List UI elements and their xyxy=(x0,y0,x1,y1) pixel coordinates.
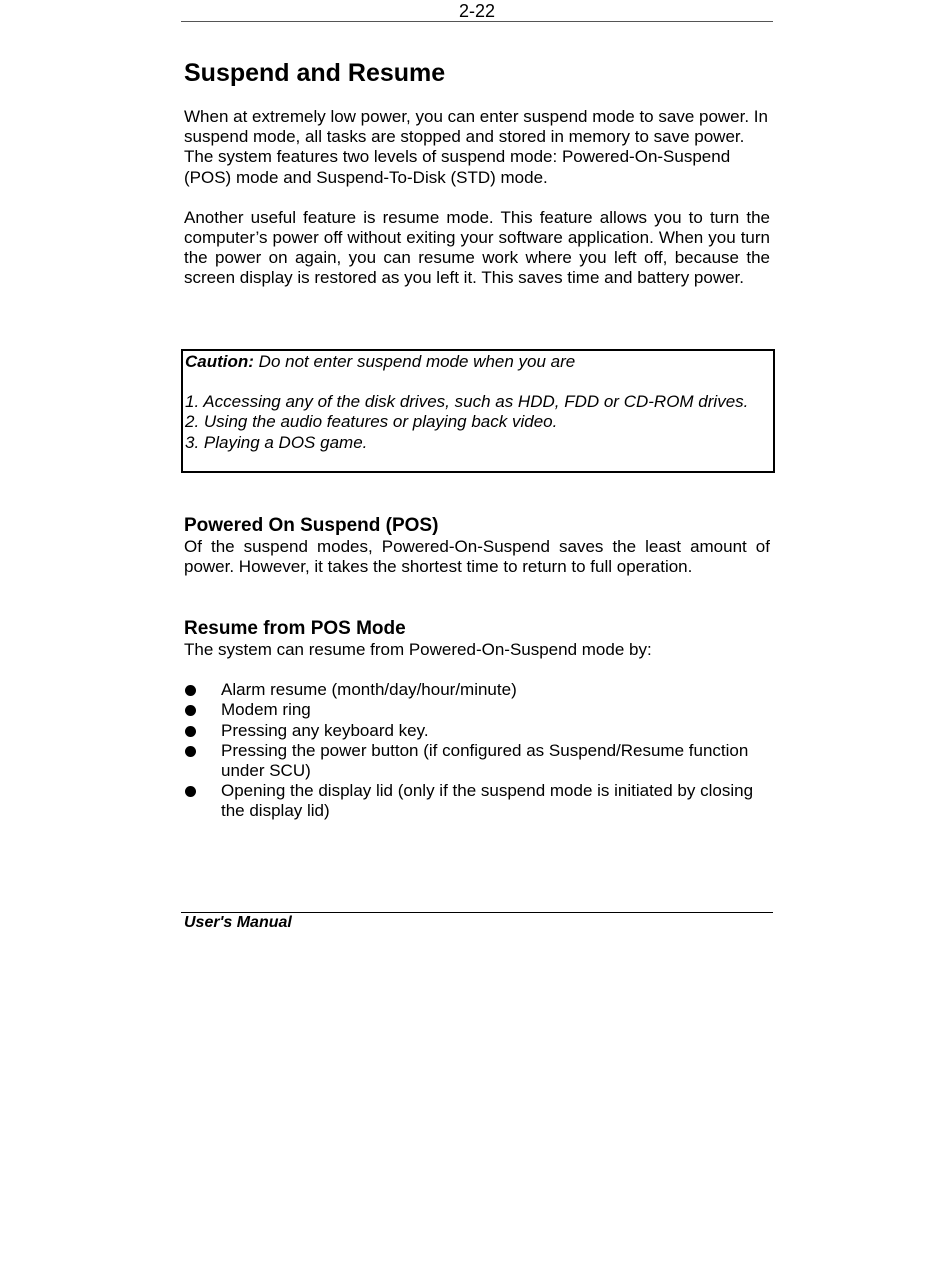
bullet-icon xyxy=(185,786,196,797)
caution-item: 3. Playing a DOS game. xyxy=(185,432,368,452)
header-rule xyxy=(181,21,773,22)
list-item-text: Opening the display lid (only if the suspend mode is initiated by closing the display lid) xyxy=(221,781,754,821)
caution-intro-text: Do not enter suspend mode when you are xyxy=(253,352,576,371)
page-content xyxy=(184,56,770,821)
resume-mode-paragraph: Another useful feature is resume mode. This feature allows you to turn the computer’s power off without exiting your software application. When you turn the power on again, you can resume work where you left off, because the screen display is restored as you left it. This saves time and battery power. xyxy=(184,207,770,288)
caution-label: Caution: xyxy=(185,352,254,371)
footer-title: User's Manual xyxy=(184,914,292,931)
pos-heading: Powered On Suspend (POS) xyxy=(184,515,439,536)
bullet-icon xyxy=(185,746,196,757)
caution-list xyxy=(185,392,773,453)
list-item xyxy=(184,741,770,781)
bullet-icon xyxy=(185,726,196,737)
list-item xyxy=(184,781,770,821)
caution-item: 1. Accessing any of the disk drives, such as HDD, FDD or CD-ROM drives. xyxy=(185,392,749,412)
caution-box xyxy=(181,349,775,473)
pos-section xyxy=(184,515,770,577)
intro-paragraph: When at extremely low power, you can enter suspend mode to save power. In suspend mode, all tasks are stopped and stored in memory to save power. The system features two levels of suspend mode: Powered-On-Suspend (POS) mode and Suspend-To-Disk (STD) mode. xyxy=(184,107,768,187)
page-title: Suspend and Resume xyxy=(184,59,446,87)
page-number: 2-22 xyxy=(458,1,496,21)
pos-text: Of the suspend modes, Powered-On-Suspend saves the least amount of power. However, it takes the shortest time to return to full operation. xyxy=(184,537,770,577)
resume-heading: Resume from POS Mode xyxy=(184,618,406,639)
resume-intro: The system can resume from Powered-On-Suspend mode by: xyxy=(184,640,652,659)
list-item xyxy=(184,700,770,720)
list-item xyxy=(184,680,770,700)
resume-methods-list xyxy=(184,680,770,821)
bullet-icon xyxy=(185,705,196,716)
caution-item: 2. Using the audio features or playing back video. xyxy=(185,412,558,432)
list-item-text: Pressing any keyboard key. xyxy=(221,720,429,740)
list-item-text: Modem ring xyxy=(221,700,311,720)
list-item-text: Pressing the power button (if configured as Suspend/Resume function under SCU) xyxy=(221,740,749,781)
caution-intro xyxy=(185,352,773,372)
list-item xyxy=(184,721,770,741)
resume-section xyxy=(184,618,770,822)
list-item-text: Alarm resume (month/day/hour/minute) xyxy=(221,680,517,700)
bullet-icon xyxy=(185,685,196,696)
